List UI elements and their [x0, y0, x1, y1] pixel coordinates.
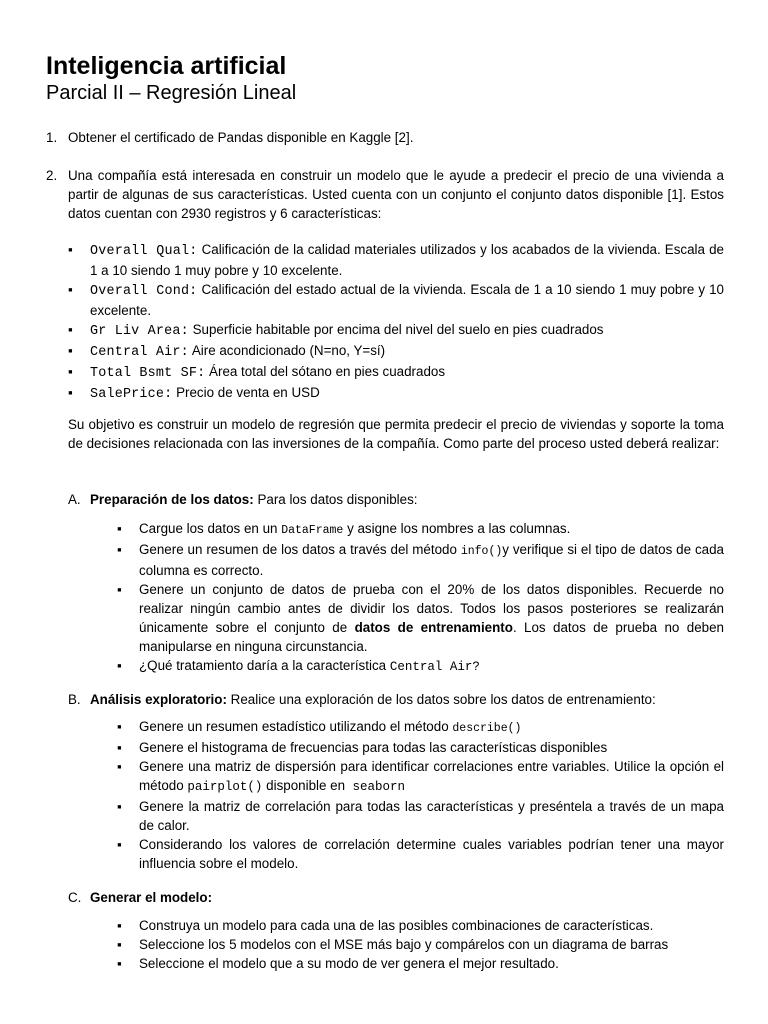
feature-name: Central Air:	[90, 345, 189, 360]
item-text: Considerando los valores de correlación determine cuales variables podrían tener una mayor influencia sobre el modelo.	[139, 837, 724, 871]
list-item	[117, 656, 724, 677]
feature-name: Gr Liv Area:	[90, 324, 189, 339]
section-a-list	[117, 519, 724, 677]
section-c-list	[117, 916, 724, 973]
bullet: ▪	[68, 242, 73, 257]
bullet: ▪	[117, 759, 122, 774]
item-text: ¿Qué tratamiento daría a la característica	[139, 658, 387, 673]
section-intro: Realice una exploración de los datos sobre los datos de entrenamiento:	[230, 692, 656, 707]
document-subtitle: Parcial II – Regresión Lineal	[46, 82, 297, 104]
section-letter: B.	[68, 692, 81, 707]
code-info: info()	[460, 545, 503, 558]
item-text: Seleccione el modelo que a su modo de ver genera el mejor resultado.	[139, 956, 559, 971]
item-text: Genere un resumen estadístico utilizando el método	[139, 719, 449, 734]
list-item-1	[46, 128, 724, 147]
bullet: ▪	[68, 322, 73, 337]
feature-desc: Superficie habitable por encima del nivel del suelo en pies cuadrados	[192, 322, 604, 337]
list-item	[117, 797, 724, 835]
feature-name: SalePrice:	[90, 387, 173, 402]
list-item	[117, 540, 724, 580]
section-intro: Para los datos disponibles:	[257, 492, 418, 507]
item-text: Seleccione los 5 modelos con el MSE más bajo y compárelos con un diagrama de barras	[139, 937, 669, 952]
list-number: 1.	[46, 130, 58, 145]
bullet: ▪	[117, 582, 122, 597]
section-letter: C.	[68, 890, 82, 905]
item-text: Cargue los datos en un	[139, 521, 278, 536]
list-item	[117, 519, 724, 540]
list-item	[117, 757, 724, 797]
feature-name: Overall Cond:	[90, 284, 198, 299]
list-item	[117, 835, 724, 873]
bullet: ▪	[68, 385, 73, 400]
bullet: ▪	[117, 719, 122, 734]
item-text: Genere el histograma de frecuencias para todas las características disponibles	[139, 740, 608, 755]
code-seaborn: seaborn	[352, 780, 406, 794]
item-text: y verifique si el tipo de datos de cada columna es correcto.	[139, 542, 724, 578]
code-describe: describe()	[452, 722, 522, 735]
list-item	[117, 954, 724, 973]
item-text: Genere un resumen de los datos a través del método	[139, 542, 457, 557]
feature-desc: Calificación del estado actual de la vivienda. Escala de 1 a 10 siendo 1 muy pobre y 10 excelente.	[90, 282, 724, 318]
list-item	[117, 916, 724, 935]
feature-item	[68, 320, 724, 341]
feature-item	[68, 383, 724, 404]
feature-item	[68, 280, 724, 320]
feature-list	[68, 240, 724, 404]
bullet: ▪	[117, 658, 122, 673]
item-text: Genere la matriz de correlación para todas las características y preséntela a través de un mapa de calor.	[139, 799, 724, 833]
section-title: Generar el modelo:	[90, 890, 213, 905]
feature-item	[68, 362, 724, 383]
item-text: disponible en	[266, 778, 346, 793]
bullet: ▪	[117, 956, 122, 971]
bullet: ▪	[117, 542, 122, 557]
feature-name: Total Bsmt SF:	[90, 366, 206, 381]
code-central-air: Central Air?	[389, 660, 480, 674]
section-title: Análisis exploratorio:	[90, 692, 227, 707]
item-text: Genere una matriz de dispersión para identificar correlaciones entre variables. Utilice la opción el método	[139, 759, 724, 793]
feature-name: Overall Qual:	[90, 244, 198, 259]
code-dataframe: DataFrame	[281, 524, 344, 537]
feature-item	[68, 341, 724, 362]
item-text: . Los datos de prueba no deben manipularse en ninguna circunstancia.	[139, 620, 724, 654]
section-a-heading	[68, 490, 724, 509]
bold-text: datos de entrenamiento	[354, 620, 513, 635]
bullet: ▪	[68, 343, 73, 358]
section-c-heading	[68, 888, 724, 907]
list-item	[117, 738, 724, 757]
feature-desc: Calificación de la calidad materiales utilizados y los acabados de la vivienda. Escala de 1 a 10 siendo 1 muy pobre y 10 excelente.	[90, 242, 724, 278]
feature-item	[68, 240, 724, 280]
bullet: ▪	[117, 799, 122, 814]
bullet: ▪	[117, 740, 122, 755]
bullet: ▪	[68, 364, 73, 379]
bullet: ▪	[117, 918, 122, 933]
section-b-heading	[68, 690, 724, 709]
list-item	[117, 717, 724, 738]
bullet: ▪	[117, 521, 122, 536]
list-text: Una compañía está interesada en construir un modelo que le ayude a predecir el precio de una vivienda a partir de algunas de sus características. Usted cuenta con un conjunto el conjunto datos disponible [1]. Estos datos cuentan con 2930 registros y 6 características:	[68, 168, 724, 221]
list-item-2	[46, 166, 724, 223]
bullet: ▪	[68, 282, 73, 297]
code-pairplot: pairplot()	[187, 780, 263, 794]
feature-desc: Área total del sótano en pies cuadrados	[209, 364, 446, 379]
bullet: ▪	[117, 937, 122, 952]
objective-paragraph: Su objetivo es construir un modelo de regresión que permita predecir el precio de viviendas y soporte la toma de decisiones relacionada con las inversiones de la compañía. Como parte del proceso usted deberá realizar:	[68, 417, 724, 451]
item-text: y asigne los nombres a las columnas.	[347, 521, 571, 536]
item-text: Genere un conjunto de datos de prueba con el 20% de los datos disponibles. Recuerde no realizar ningún cambio antes de dividir los datos. Todos los pasos posteriores se realizarán únicamente sobre el conjunto de	[139, 582, 724, 635]
section-letter: A.	[68, 492, 81, 507]
list-item	[117, 580, 724, 656]
feature-desc: Aire acondicionado (N=no, Y=sí)	[191, 343, 386, 358]
list-number: 2.	[46, 168, 58, 183]
section-b-list	[117, 717, 724, 873]
list-item	[117, 935, 724, 954]
feature-desc: Precio de venta en USD	[176, 385, 320, 400]
bullet: ▪	[117, 837, 122, 852]
list-text: Obtener el certificado de Pandas disponible en Kaggle [2].	[68, 130, 414, 145]
item-text: Construya un modelo para cada una de las posibles combinaciones de características.	[139, 918, 654, 933]
section-title: Preparación de los datos:	[90, 492, 254, 507]
document-title: Inteligencia artificial	[46, 52, 287, 80]
